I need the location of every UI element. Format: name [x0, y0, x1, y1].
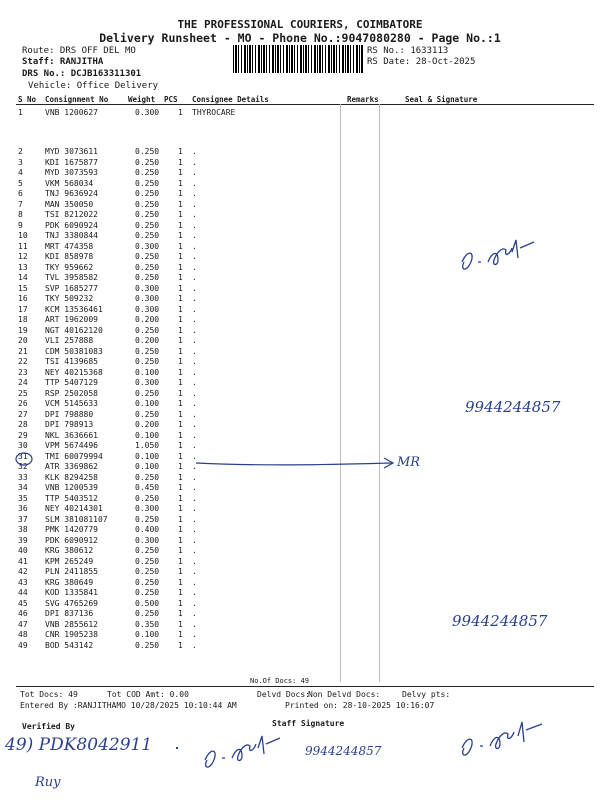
cell-weight: 0.100	[135, 462, 160, 471]
cell-sno: 45	[18, 598, 28, 608]
cell-pcs: 1	[178, 367, 183, 377]
entered-by: Entered By :RANJITHAMO 10/28/2025 10:10:44 AM	[20, 701, 237, 710]
cell-weight: 0.200	[135, 420, 160, 429]
rs-number: RS No.: 1633113	[367, 46, 449, 56]
cell-weight: 0.300	[135, 304, 160, 314]
cell-details: .	[192, 430, 197, 440]
col-remarks: Remarks	[347, 95, 379, 104]
cell-consignment: KDI 858978	[45, 252, 94, 261]
staff-signature-label: Staff Signature	[272, 719, 345, 728]
cell-details: .	[192, 325, 197, 335]
vehicle-label: Vehicle: Office Delivery	[28, 81, 159, 91]
cell-weight: 0.300	[135, 504, 160, 513]
cell-weight: 0.100	[135, 630, 160, 639]
cell-consignment: ART 1962009	[45, 315, 98, 324]
cell-consignment: PLN 2411855	[45, 567, 98, 576]
col-sno: S No	[18, 95, 37, 104]
cell-sno: 19	[18, 325, 28, 335]
cell-weight: 0.250	[135, 472, 160, 482]
cell-pcs: 1	[178, 178, 183, 188]
non-delvd-docs: Non Delvd Docs:	[308, 690, 381, 699]
cell-details: .	[192, 598, 197, 608]
cell-weight: 0.250	[135, 273, 160, 282]
signature-1	[462, 240, 534, 269]
cell-weight: 0.250	[135, 231, 160, 240]
cell-weight: 0.250	[135, 168, 160, 177]
cell-pcs: 1	[178, 451, 183, 461]
cell-weight: 0.400	[135, 525, 160, 534]
cell-weight: 0.250	[135, 514, 160, 524]
cell-sno: 14	[18, 273, 28, 282]
cell-consignment: PMK 1420779	[45, 525, 98, 534]
cell-pcs: 1	[178, 210, 183, 219]
cell-details: .	[192, 168, 197, 177]
cell-details: .	[192, 147, 197, 156]
cell-details: .	[192, 178, 197, 188]
cell-pcs: 1	[178, 504, 183, 513]
cell-weight: 0.250	[135, 588, 160, 597]
cell-weight: 0.200	[135, 336, 160, 345]
cell-sno: 28	[18, 420, 28, 429]
cell-sno: 9	[18, 220, 23, 230]
cell-weight: 0.100	[135, 367, 160, 377]
handwritten-mr-note: MR	[397, 455, 421, 470]
cell-pcs: 1	[178, 294, 183, 303]
cell-weight: 0.250	[135, 220, 160, 230]
cell-details: .	[192, 504, 197, 513]
cell-details: .	[192, 535, 197, 545]
cell-pcs: 1	[178, 472, 183, 482]
cell-details: .	[192, 294, 197, 303]
cell-details: .	[192, 210, 197, 219]
cell-details: .	[192, 420, 197, 429]
route-label: Route: DRS OFF DEL MO	[22, 46, 136, 56]
cell-weight: 0.300	[135, 294, 160, 303]
cell-weight: 0.250	[135, 325, 160, 335]
cell-details: .	[192, 546, 197, 555]
cell-consignment: VPM 5674496	[45, 441, 98, 450]
cell-consignment: TTP 5403512	[45, 493, 98, 503]
col-consignment: Consignment No	[45, 95, 109, 104]
cell-sno: 48	[18, 630, 28, 639]
signature-2	[205, 736, 280, 767]
cell-sno: 39	[18, 535, 28, 545]
cell-consignment: MYD 3073611	[45, 147, 98, 156]
cell-details: .	[192, 556, 197, 566]
cell-weight: 0.250	[135, 210, 160, 219]
no-of-docs: No.Of Docs: 49	[250, 677, 310, 685]
cell-consignment: CNR 1905238	[45, 630, 98, 639]
cell-details: .	[192, 399, 197, 408]
cell-details: .	[192, 367, 197, 377]
cell-consignment: SVP 1685277	[45, 283, 98, 293]
cell-weight: 0.250	[135, 567, 160, 576]
cell-sno: 11	[18, 241, 28, 251]
verified-by-label: Verified By	[22, 722, 75, 731]
handwritten-phone-2: 9944244857	[452, 612, 548, 630]
cell-details: .	[192, 409, 197, 419]
cell-details: .	[192, 640, 197, 650]
cell-consignment: ATR 3369862	[45, 462, 98, 471]
cell-consignment: NEY 40214301	[45, 504, 103, 513]
cell-consignment: TVL 3958582	[45, 273, 98, 282]
cell-details: .	[192, 304, 197, 314]
col-weight: Weight	[128, 95, 156, 104]
drs-number: DRS No.: DCJB163311301	[22, 69, 142, 79]
cell-pcs: 1	[178, 619, 183, 629]
cell-consignment: TMI 60079994	[45, 451, 103, 461]
cell-consignment: DPI 837136	[45, 609, 94, 618]
cell-details: .	[192, 567, 197, 576]
cell-weight: 0.100	[135, 451, 160, 461]
cell-weight: 0.250	[135, 357, 160, 366]
cell-pcs: 1	[178, 441, 183, 450]
cell-details: .	[192, 157, 197, 167]
cell-consignment: MRT 474358	[45, 241, 94, 251]
cell-consignment: VCM 5145633	[45, 399, 98, 408]
cell-sno: 23	[18, 367, 28, 377]
cell-pcs: 1	[178, 168, 183, 177]
cell-consignment: TNJ 9636924	[45, 189, 98, 198]
cell-pcs: 1	[178, 420, 183, 429]
cell-pcs: 1	[178, 588, 183, 597]
cell-pcs: 1	[178, 241, 183, 251]
cell-pcs: 1	[178, 556, 183, 566]
handwritten-initials: Ruy	[35, 775, 61, 790]
cell-pcs: 1	[178, 430, 183, 440]
cell-weight: 0.250	[135, 493, 160, 503]
handwritten-phone-1: 9944244857	[465, 398, 561, 416]
cell-details: .	[192, 378, 197, 387]
delvy-pts: Delvy pts:	[402, 690, 451, 699]
cell-details: .	[192, 199, 197, 209]
cell-pcs: 1	[178, 220, 183, 230]
cell-sno: 49	[18, 640, 28, 650]
cell-consignment: NGT 40162120	[45, 325, 103, 335]
cell-pcs: 1	[178, 304, 183, 314]
cell-weight: 0.250	[135, 409, 160, 419]
cell-pcs: 1	[178, 199, 183, 209]
cell-sno: 40	[18, 546, 28, 555]
cell-weight: 0.200	[135, 315, 160, 324]
cell-weight: 0.300	[135, 108, 160, 117]
cell-sno: 20	[18, 336, 28, 345]
cell-consignment: SVG 4765269	[45, 598, 98, 608]
cell-weight: 0.250	[135, 262, 160, 272]
cell-consignment: RSP 2502058	[45, 388, 98, 398]
cell-sno: 12	[18, 252, 28, 261]
cell-weight: 0.350	[135, 619, 160, 629]
cell-sno: 2	[18, 147, 23, 156]
cell-details: .	[192, 630, 197, 639]
cell-weight: 0.300	[135, 535, 160, 545]
cell-details: .	[192, 220, 197, 230]
cell-sno: 25	[18, 388, 28, 398]
cell-details: .	[192, 472, 197, 482]
cell-weight: 0.250	[135, 556, 160, 566]
cell-consignment: KLK 8294258	[45, 472, 98, 482]
cell-weight: 0.250	[135, 189, 160, 198]
cell-pcs: 1	[178, 535, 183, 545]
cell-details: .	[192, 283, 197, 293]
cell-sno: 29	[18, 430, 28, 440]
cell-consignment: NEY 40215368	[45, 367, 103, 377]
cell-sno: 33	[18, 472, 28, 482]
cell-sno: 42	[18, 567, 28, 576]
cell-pcs: 1	[178, 273, 183, 282]
cell-weight: 0.250	[135, 346, 160, 356]
cell-sno: 34	[18, 483, 28, 492]
cell-details: .	[192, 441, 197, 450]
cell-weight: 0.450	[135, 483, 160, 492]
staff-label: Staff: RANJITHA	[22, 57, 104, 67]
mr-arrow-line	[196, 463, 392, 465]
cell-pcs: 1	[178, 525, 183, 534]
cell-weight: 0.250	[135, 199, 160, 209]
cell-pcs: 1	[178, 598, 183, 608]
cell-weight: 0.300	[135, 283, 160, 293]
cell-sno: 44	[18, 588, 28, 597]
handwritten-phone-3: 9944244857	[305, 744, 382, 758]
cell-details: .	[192, 336, 197, 345]
cell-consignment: TNJ 3380844	[45, 231, 98, 240]
cell-sno: 6	[18, 189, 23, 198]
cell-details: .	[192, 315, 197, 324]
cell-details: .	[192, 388, 197, 398]
cell-consignment: KRG 380649	[45, 577, 94, 587]
cell-consignment: KCM 13536461	[45, 304, 103, 314]
delvd-docs: Delvd Docs:	[257, 690, 310, 699]
cell-details: .	[192, 577, 197, 587]
cell-consignment: MAN 350050	[45, 199, 94, 209]
col-seal-signature: Seal & Signature	[405, 95, 478, 104]
cell-weight: 0.250	[135, 577, 160, 587]
cell-pcs: 1	[178, 609, 183, 618]
cell-weight: 0.100	[135, 399, 160, 408]
cell-details: .	[192, 241, 197, 251]
cell-pcs: 1	[178, 514, 183, 524]
cell-consignment: VNB 1200627	[45, 108, 98, 117]
cell-pcs: 1	[178, 409, 183, 419]
cell-sno: 37	[18, 514, 28, 524]
cell-pcs: 1	[178, 357, 183, 366]
cell-details: .	[192, 493, 197, 503]
cell-pcs: 1	[178, 567, 183, 576]
cell-sno: 36	[18, 504, 28, 513]
cell-pcs: 1	[178, 157, 183, 167]
cell-pcs: 1	[178, 336, 183, 345]
col-consignee-details: Consignee Details	[192, 95, 269, 104]
cell-pcs: 1	[178, 483, 183, 492]
cell-consignment: TKY 509232	[45, 294, 94, 303]
cell-weight: 0.100	[135, 430, 160, 440]
cell-details: .	[192, 273, 197, 282]
cell-consignment: CDM 50381083	[45, 346, 103, 356]
cell-sno: 5	[18, 178, 23, 188]
cell-details: .	[192, 252, 197, 261]
cell-details: .	[192, 346, 197, 356]
signature-3	[462, 722, 542, 755]
cell-weight: 0.250	[135, 178, 160, 188]
cell-sno: 27	[18, 409, 28, 419]
runsheet-subtitle: Delivery Runsheet - MO - Phone No.:9047080280 - Page No.:1	[99, 31, 501, 45]
cell-sno: 13	[18, 262, 28, 272]
cell-details: .	[192, 483, 197, 492]
cell-consignment: SLM 381081107	[45, 514, 108, 524]
cell-pcs: 1	[178, 231, 183, 240]
cell-pcs: 1	[178, 108, 183, 117]
cell-pcs: 1	[178, 399, 183, 408]
cell-consignment: TTP 5407129	[45, 378, 98, 387]
cell-sno: 16	[18, 294, 28, 303]
cell-pcs: 1	[178, 252, 183, 261]
cell-weight: 0.250	[135, 609, 160, 618]
cell-sno: 15	[18, 283, 28, 293]
cell-sno: 24	[18, 378, 28, 387]
cell-sno: 47	[18, 619, 28, 629]
cell-sno: 46	[18, 609, 28, 618]
cell-weight: 0.250	[135, 252, 160, 261]
handwritten-extra-entry: 49) PDK8042911	[5, 735, 153, 755]
cell-consignment: MYD 3073593	[45, 168, 98, 177]
cell-sno: 17	[18, 304, 28, 314]
cell-consignment: TSI 8212022	[45, 210, 98, 219]
cell-consignment: PDK 6090912	[45, 535, 98, 545]
cell-sno: 7	[18, 199, 23, 209]
cell-details: .	[192, 525, 197, 534]
cell-weight: 0.300	[135, 378, 160, 387]
cell-sno: 30	[18, 441, 28, 450]
cell-weight: 0.250	[135, 546, 160, 555]
cell-pcs: 1	[178, 325, 183, 335]
cell-sno: 31	[18, 451, 28, 461]
cell-sno: 26	[18, 399, 28, 408]
cell-details: THYROCARE	[192, 108, 236, 117]
tot-cod-amt: Tot COD Amt: 0.00	[107, 690, 189, 699]
cell-weight: 0.300	[135, 241, 160, 251]
cell-sno: 22	[18, 357, 28, 366]
cell-consignment: VNB 1200539	[45, 483, 98, 492]
cell-sno: 4	[18, 168, 23, 177]
cell-details: .	[192, 514, 197, 524]
cell-sno: 8	[18, 210, 23, 219]
tot-docs: Tot Docs: 49	[20, 690, 78, 699]
cell-pcs: 1	[178, 283, 183, 293]
cell-weight: 0.250	[135, 388, 160, 398]
cell-sno: 38	[18, 525, 28, 534]
cell-consignment: VNB 2855612	[45, 619, 98, 629]
cell-details: .	[192, 189, 197, 198]
cell-sno: 18	[18, 315, 28, 324]
cell-consignment: KPM 265249	[45, 556, 94, 566]
cell-consignment: KDI 1675877	[45, 157, 98, 167]
row30-circle-mark	[16, 453, 32, 465]
cell-consignment: VLI 257888	[45, 336, 94, 345]
cell-consignment: VKM 568034	[45, 178, 94, 188]
cell-details: .	[192, 462, 197, 471]
cell-weight: 0.500	[135, 598, 160, 608]
cell-pcs: 1	[178, 378, 183, 387]
cell-sno: 21	[18, 346, 28, 356]
cell-consignment: KOD 1335841	[45, 588, 98, 597]
cell-details: .	[192, 588, 197, 597]
col-pcs: PCS	[164, 95, 178, 104]
cell-consignment: BOD 543142	[45, 640, 94, 650]
cell-details: .	[192, 609, 197, 618]
cell-weight: 0.250	[135, 640, 160, 650]
cell-consignment: KRG 380612	[45, 546, 94, 555]
cell-pcs: 1	[178, 262, 183, 272]
cell-consignment: DPI 798913	[45, 420, 94, 429]
cell-pcs: 1	[178, 546, 183, 555]
cell-sno: 32	[18, 462, 28, 471]
cell-pcs: 1	[178, 189, 183, 198]
cell-consignment: PDK 6090924	[45, 220, 98, 230]
cell-weight: 0.250	[135, 147, 160, 156]
cell-pcs: 1	[178, 315, 183, 324]
cell-sno: 10	[18, 231, 28, 240]
cell-sno: 43	[18, 577, 28, 587]
cell-pcs: 1	[178, 640, 183, 650]
rs-date: RS Date: 28-Oct-2025	[367, 57, 476, 67]
cell-pcs: 1	[178, 630, 183, 639]
cell-consignment: DPI 798880	[45, 409, 94, 419]
cell-consignment: NKL 3636661	[45, 430, 98, 440]
cell-pcs: 1	[178, 462, 183, 471]
cell-pcs: 1	[178, 493, 183, 503]
cell-details: .	[192, 262, 197, 272]
cell-pcs: 1	[178, 147, 183, 156]
cell-details: .	[192, 451, 197, 461]
cell-sno: 41	[18, 556, 28, 566]
cell-sno: 35	[18, 493, 28, 503]
cell-sno: 1	[18, 108, 23, 117]
cell-consignment: TSI 4139685	[45, 357, 98, 366]
cell-details: .	[192, 619, 197, 629]
cell-consignment: TKY 959662	[45, 262, 94, 272]
cell-sno: 3	[18, 157, 23, 167]
cell-pcs: 1	[178, 388, 183, 398]
cell-pcs: 1	[178, 346, 183, 356]
cell-weight: 1.050	[135, 441, 160, 450]
printed-on: Printed on: 28-10-2025 10:16:07	[285, 701, 435, 710]
company-title: THE PROFESSIONAL COURIERS, COIMBATORE	[177, 18, 423, 31]
cell-pcs: 1	[178, 577, 183, 587]
cell-details: .	[192, 231, 197, 240]
cell-weight: 0.250	[135, 157, 160, 167]
cell-details: .	[192, 357, 197, 366]
